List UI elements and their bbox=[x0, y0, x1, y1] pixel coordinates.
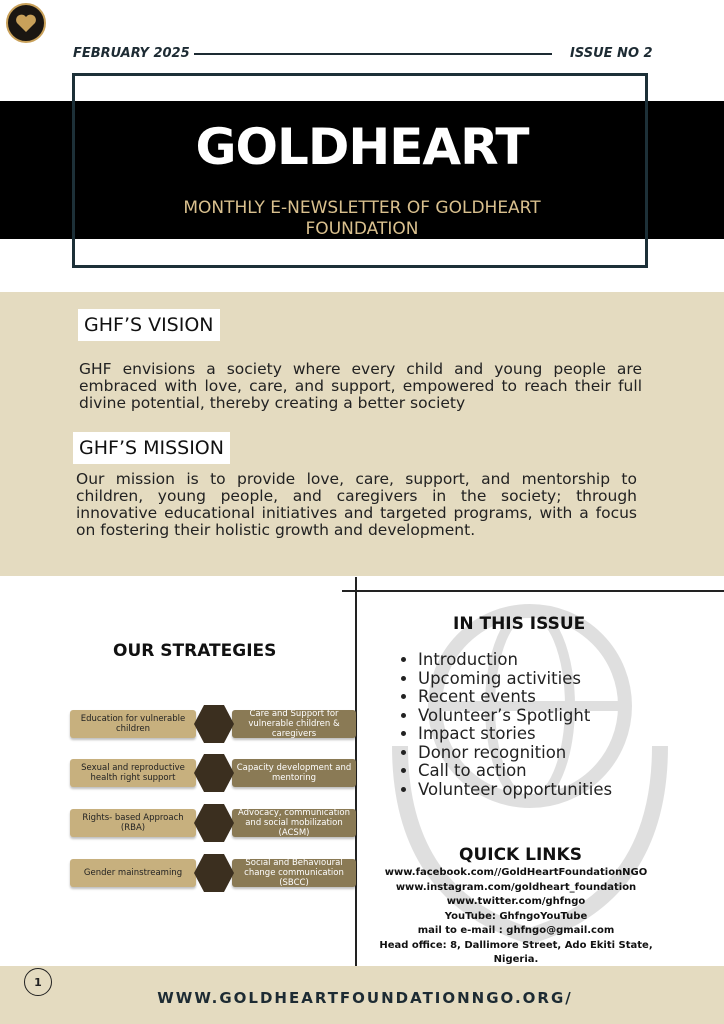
instagram-link[interactable]: www.instagram.com/goldheart_foundation bbox=[395, 881, 637, 893]
issue-number: ISSUE NO 2 bbox=[570, 46, 653, 61]
list-item: • Volunteer’s Spotlight bbox=[418, 707, 612, 726]
email-link[interactable]: mail to e-mail : ghfngo@gmail.com bbox=[417, 925, 615, 936]
foundation-logo bbox=[6, 3, 46, 43]
twitter-link[interactable]: www.twitter.com/ghfngo bbox=[446, 896, 586, 907]
mission-text: Our mission is to provide love, care, support, and mentorship to children, young people, and caregivers in the society; through innovative educational initiatives and targeted programs, with a focus on fostering their holistic growth and development. bbox=[76, 470, 637, 539]
strategy-left: Gender mainstreaming bbox=[70, 859, 196, 887]
mission-heading: GHF’S MISSION bbox=[73, 432, 230, 464]
strategy-row bbox=[70, 704, 356, 744]
list-item: • Upcoming activities bbox=[418, 670, 612, 689]
in-this-issue-heading: IN THIS ISSUE bbox=[453, 614, 586, 634]
website-link[interactable]: WWW.GOLDHEARTFOUNDATIONNGO.ORG/ bbox=[157, 989, 573, 1007]
vision-heading: GHF’S VISION bbox=[78, 309, 220, 341]
youtube-link[interactable]: YouTube: GhfngoYouTube bbox=[444, 910, 588, 922]
list-item: • Volunteer opportunities bbox=[418, 781, 612, 800]
strategy-right: Social and Behavioural change communication (SBCC) bbox=[232, 859, 356, 887]
issue-contents-list bbox=[398, 651, 612, 799]
strategy-left: Education for vulnerable children bbox=[70, 710, 196, 738]
strategy-left: Rights- based Approach (RBA) bbox=[70, 809, 196, 837]
facebook-link[interactable]: www.facebook.com//GoldHeartFoundationNGO bbox=[384, 867, 648, 878]
newsletter-title: GOLDHEART bbox=[195, 118, 529, 176]
list-item: • Donor recognition bbox=[418, 744, 612, 763]
hexagon-connector bbox=[194, 754, 234, 792]
page-number: 1 bbox=[24, 968, 52, 996]
strategy-right: Capacity development and mentoring bbox=[232, 759, 356, 787]
quick-links-heading: QUICK LINKS bbox=[459, 845, 582, 865]
heart-emblem-icon bbox=[15, 13, 37, 33]
hexagon-connector bbox=[194, 705, 234, 743]
list-item: • Impact stories bbox=[418, 725, 612, 744]
strategy-right: Advocacy, communication and social mobilization (ACSM) bbox=[232, 809, 356, 837]
hexagon-connector bbox=[194, 854, 234, 892]
strategies-heading: OUR STRATEGIES bbox=[113, 641, 277, 661]
issue-date: FEBRUARY 2025 bbox=[73, 46, 190, 61]
quick-links-block bbox=[368, 866, 664, 968]
strategy-row bbox=[70, 853, 356, 893]
issue-top-rule bbox=[342, 590, 724, 592]
list-item: • Introduction bbox=[418, 651, 612, 670]
strategy-left: Sexual and reproductive health right support bbox=[70, 759, 196, 787]
strategy-row bbox=[70, 803, 356, 843]
strategy-row bbox=[70, 753, 356, 793]
strategy-right: Care and Support for vulnerable children & caregivers bbox=[232, 710, 356, 738]
head-office-address: Head office: 8, Dallimore Street, Ado Ekiti State, Nigeria. bbox=[379, 939, 653, 965]
list-item: • Recent events bbox=[418, 688, 612, 707]
newsletter-subtitle: MONTHLY E-NEWSLETTER OF GOLDHEART FOUNDATION bbox=[183, 198, 541, 239]
vision-text: GHF envisions a society where every child and young people are embraced with love, care, and support, empowered to reach their full divine potential, thereby creating a better society bbox=[79, 360, 642, 412]
header-rule bbox=[194, 53, 552, 55]
list-item: • Call to action bbox=[418, 762, 612, 781]
hexagon-connector bbox=[194, 804, 234, 842]
